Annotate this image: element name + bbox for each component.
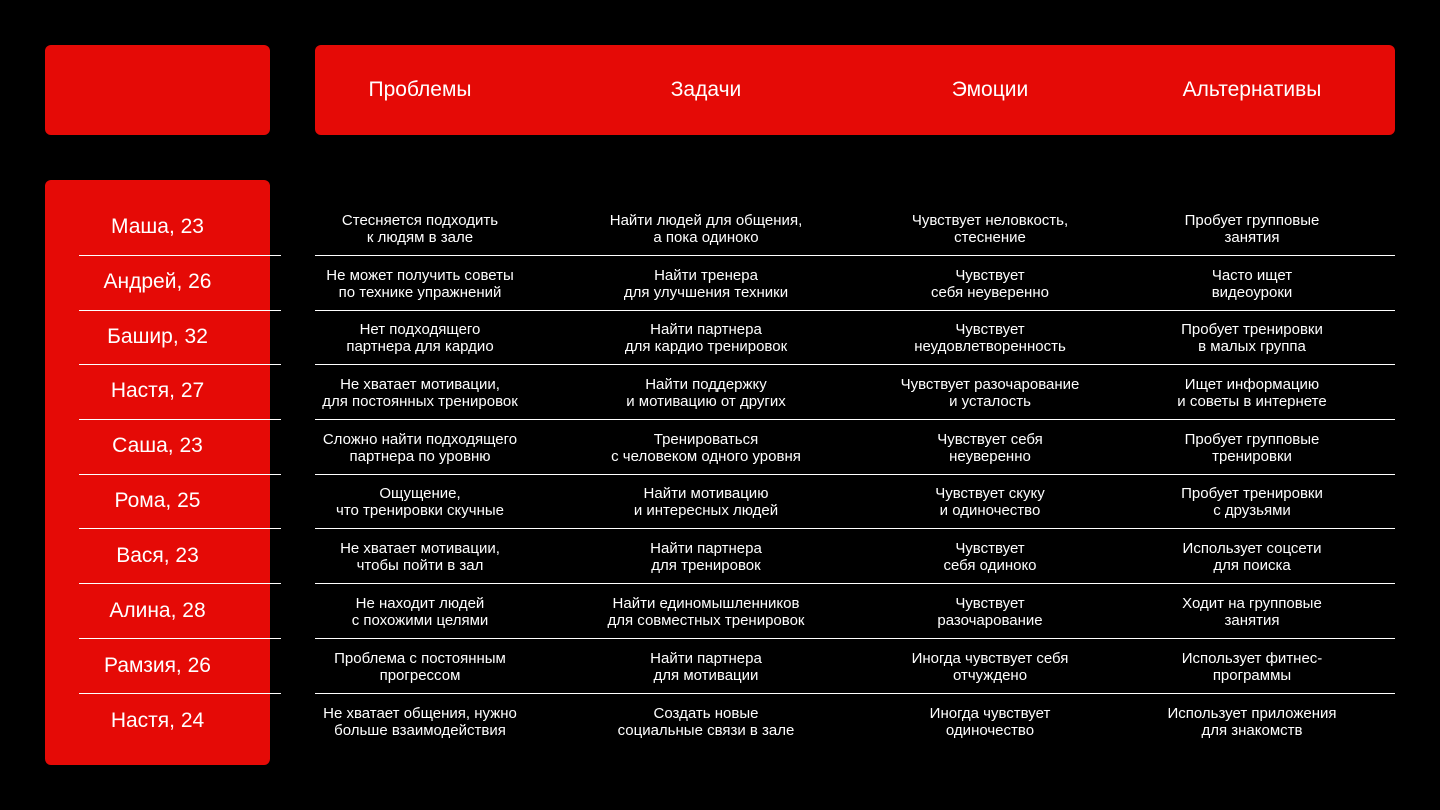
alternative-text: Ходит на групповые занятия [1182, 594, 1322, 629]
problem-cell [285, 474, 555, 529]
problem-text: Стесняется подходить к людям в зале [341, 211, 499, 246]
persona-name: Настя, 27 [110, 378, 205, 402]
task-cell [571, 201, 841, 256]
problem-text: Проблема с постоянным прогрессом [334, 649, 506, 684]
column-header-bar [315, 45, 1395, 135]
emotion-cell [855, 201, 1125, 256]
task-text: Тренироваться с человеком одного уровня [611, 430, 801, 465]
task-cell [571, 365, 841, 420]
alternative-cell [1117, 529, 1387, 584]
alternative-text: Пробует групповые занятия [1184, 211, 1320, 246]
emotion-cell [855, 474, 1125, 529]
task-text: Найти партнера для кардио тренировок [624, 320, 788, 355]
header-tasks: Задачи [670, 78, 742, 101]
table-row [315, 529, 1395, 584]
problem-cell [285, 256, 555, 311]
problem-cell [285, 694, 555, 749]
problem-cell [285, 529, 555, 584]
alternative-text: Использует фитнес- программы [1181, 649, 1323, 684]
table-row [315, 365, 1395, 420]
table-row [315, 310, 1395, 365]
emotion-cell [855, 529, 1125, 584]
task-cell [571, 584, 841, 639]
persona-name: Рамзия, 26 [104, 653, 211, 677]
persona-name: Саша, 23 [112, 433, 203, 457]
problem-cell [285, 420, 555, 475]
emotion-cell [855, 365, 1125, 420]
problem-cell [285, 639, 555, 694]
emotion-text: Иногда чувствует одиночество [929, 704, 1051, 739]
alternative-text: Пробует тренировки с друзьями [1181, 484, 1323, 519]
alternative-cell [1117, 420, 1387, 475]
task-text: Найти тренера для улучшения техники [623, 266, 789, 301]
persona-names-panel [45, 180, 270, 765]
table-row [315, 639, 1395, 694]
emotion-cell [855, 584, 1125, 639]
persona-name: Настя, 24 [110, 708, 205, 732]
table-row [315, 474, 1395, 529]
persona-name: Рома, 25 [114, 488, 201, 512]
alternative-cell [1117, 256, 1387, 311]
task-cell [571, 474, 841, 529]
problem-text: Не хватает мотивации, чтобы пойти в зал [340, 539, 500, 574]
task-text: Создать новые социальные связи в зале [617, 704, 795, 739]
task-text: Найти мотивацию и интересных людей [633, 484, 779, 519]
alternative-cell [1117, 310, 1387, 365]
task-cell [571, 256, 841, 311]
table-row [315, 584, 1395, 639]
emotion-text: Иногда чувствует себя отчуждено [911, 649, 1069, 684]
task-cell [571, 639, 841, 694]
emotion-cell [855, 256, 1125, 311]
task-cell [571, 694, 841, 749]
emotion-text: Чувствует себя неуверенно [937, 430, 1043, 465]
header-emotions: Эмоции [951, 78, 1029, 101]
persona-name: Маша, 23 [111, 214, 204, 238]
emotion-text: Чувствует разочарование и усталость [900, 375, 1080, 410]
emotion-cell [855, 639, 1125, 694]
problem-cell [285, 310, 555, 365]
emotion-text: Чувствует скуку и одиночество [935, 484, 1045, 519]
alternative-text: Пробует тренировки в малых группа [1181, 320, 1323, 355]
table-row [315, 694, 1395, 749]
alternative-text: Часто ищет видеоуроки [1211, 266, 1293, 301]
task-text: Найти единомышленников для совместных тренировок [607, 594, 805, 629]
problem-cell [285, 584, 555, 639]
emotion-text: Чувствует неудовлетворенность [914, 320, 1066, 355]
emotion-cell [855, 310, 1125, 365]
task-cell [571, 310, 841, 365]
emotion-text: Чувствует себя неуверенно [931, 266, 1049, 301]
header-alternatives: Альтернативы [1182, 78, 1322, 101]
emotion-text: Чувствует себя одиноко [943, 539, 1037, 574]
persona-name: Башир, 32 [107, 324, 208, 348]
table-row [315, 201, 1395, 256]
problem-text: Не находит людей с похожими целями [351, 594, 489, 629]
persona-name: Алина, 28 [109, 598, 206, 622]
table-row [315, 420, 1395, 475]
header-problems: Проблемы [368, 78, 472, 101]
problem-text: Нет подходящего партнера для кардио [346, 320, 494, 355]
emotion-text: Чувствует разочарование [937, 594, 1043, 629]
alternative-text: Пробует групповые тренировки [1184, 430, 1320, 465]
alternative-text: Использует приложения для знакомств [1167, 704, 1337, 739]
alternative-cell [1117, 201, 1387, 256]
problem-text: Не хватает общения, нужно больше взаимодействия [323, 704, 517, 739]
task-text: Найти партнера для тренировок [650, 539, 762, 574]
task-cell [571, 420, 841, 475]
alternative-cell [1117, 694, 1387, 749]
task-text: Найти людей для общения, а пока одиноко [609, 211, 803, 246]
emotion-cell [855, 420, 1125, 475]
alternative-text: Использует соцсети для поиска [1182, 539, 1322, 574]
alternative-cell [1117, 639, 1387, 694]
persona-name: Андрей, 26 [103, 269, 212, 293]
emotion-cell [855, 694, 1125, 749]
emotion-text: Чувствует неловкость, стеснение [911, 211, 1069, 246]
alternative-cell [1117, 474, 1387, 529]
task-cell [571, 529, 841, 584]
persona-name: Вася, 23 [116, 543, 199, 567]
problem-text: Не хватает мотивации, для постоянных тренировок [322, 375, 518, 410]
problem-cell [285, 365, 555, 420]
problem-text: Сложно найти подходящего партнера по уровню [322, 430, 518, 465]
alternative-cell [1117, 584, 1387, 639]
problem-cell [285, 201, 555, 256]
alternative-cell [1117, 365, 1387, 420]
corner-block [45, 45, 270, 135]
table-row [315, 256, 1395, 311]
problem-text: Ощущение, что тренировки скучные [336, 484, 504, 519]
alternative-text: Ищет информацию и советы в интернете [1177, 375, 1327, 410]
task-text: Найти партнера для мотивации [650, 649, 762, 684]
problem-text: Не может получить советы по технике упражнений [326, 266, 514, 301]
task-text: Найти поддержку и мотивацию от других [626, 375, 786, 410]
